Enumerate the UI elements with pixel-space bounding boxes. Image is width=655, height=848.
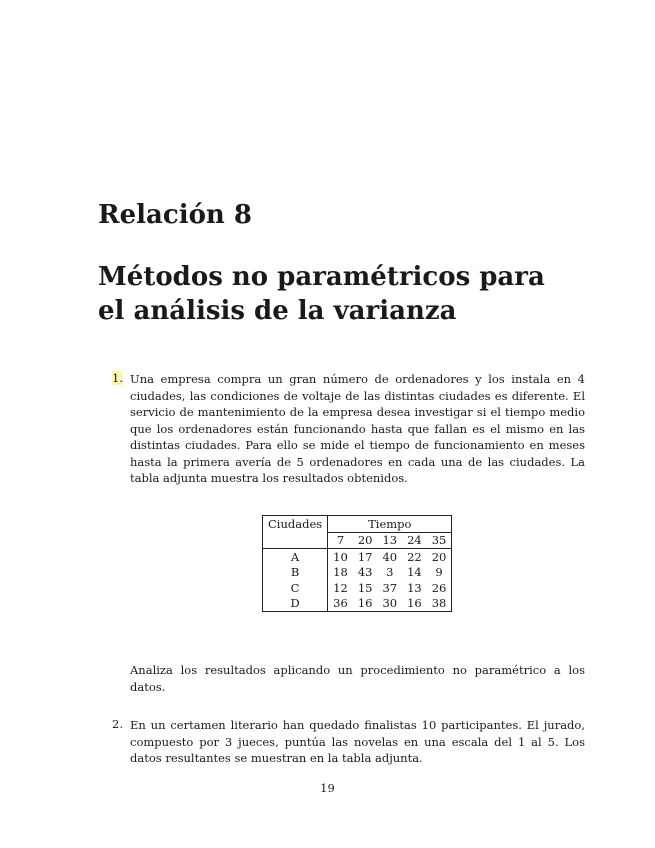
- table-cell-city: D: [263, 596, 328, 612]
- table-cell: 10: [333, 549, 348, 564]
- problem-1-instruction: Analiza los resultados aplicando un procedimiento no paramétrico a los datos.: [130, 663, 585, 694]
- table-cell-city: C: [263, 580, 328, 596]
- table-cell: 16: [402, 596, 427, 612]
- table-subheader: 24: [402, 532, 427, 549]
- table-cell: 14: [407, 565, 422, 580]
- table-cell-city: A: [263, 549, 328, 565]
- table-cell: 15: [357, 580, 373, 595]
- table-row: [263, 580, 452, 596]
- problem-1-number-text: 1.: [112, 371, 123, 385]
- table-cell: 38: [427, 596, 452, 612]
- page-number: 19: [320, 781, 335, 795]
- table-subheader: 20: [353, 532, 378, 549]
- table-cell: 36: [328, 596, 353, 612]
- table-header-empty: [263, 532, 328, 549]
- table-cell: 40: [382, 549, 398, 564]
- problem-1-number: [112, 371, 123, 385]
- chapter-label: Relación 8: [98, 200, 252, 230]
- problem-2-number: 2.: [112, 717, 123, 731]
- table-cell-city: B: [263, 565, 328, 581]
- table-header-ciudades: Ciudades: [263, 516, 328, 533]
- table-cell: 26: [427, 580, 452, 596]
- table-cell: 18: [333, 565, 348, 580]
- table-cell: 12: [333, 580, 348, 595]
- problem-1-text: Una empresa compra un gran número de ordenadores y los instala en 4 ciudades, las condiciones de voltaje de las distintas ciudades es diferente. El servicio de mantenimiento de la empresa desea investigar si el tiempo medio que los ordenadores están funcionando hasta que fallan es el mismo en las distintas ciudades. Para ello se mide el tiempo de funcionamiento en meses hasta la primera avería de 5 ordenadores en cada una de las ciudades. La tabla adjunta muestra los resultados obtenidos.: [130, 372, 585, 485]
- table-subheader: 35: [427, 532, 452, 549]
- table-cell: 17: [357, 549, 373, 564]
- table-cell: 22: [407, 549, 422, 564]
- table-row: [263, 549, 452, 565]
- problem-2-text: En un certamen literario han quedado finalistas 10 participantes. El jurado, compuesto por 3 jueces, puntúa las novelas en una escala del 1 al 5. Los datos resultantes se muestran en la tabla adjunta.: [130, 718, 585, 765]
- table-cell: 37: [382, 580, 398, 595]
- table-cell: 13: [407, 580, 422, 595]
- table-subheader: 7: [328, 532, 353, 549]
- table-header-tiempo: Tiempo: [328, 516, 452, 533]
- table-subheader: 13: [377, 532, 402, 549]
- table-cell: 3: [386, 565, 394, 580]
- table-cell: 16: [353, 596, 378, 612]
- table-cell: 43: [357, 565, 373, 580]
- table-cell: 9: [427, 565, 452, 581]
- table-row: [263, 565, 452, 581]
- table-cell: 30: [377, 596, 402, 612]
- table-cell: 20: [427, 549, 452, 565]
- chapter-title: Métodos no paramétricos para el análisis de la varianza: [98, 262, 545, 326]
- results-table: [262, 515, 452, 612]
- table-row: [263, 596, 452, 612]
